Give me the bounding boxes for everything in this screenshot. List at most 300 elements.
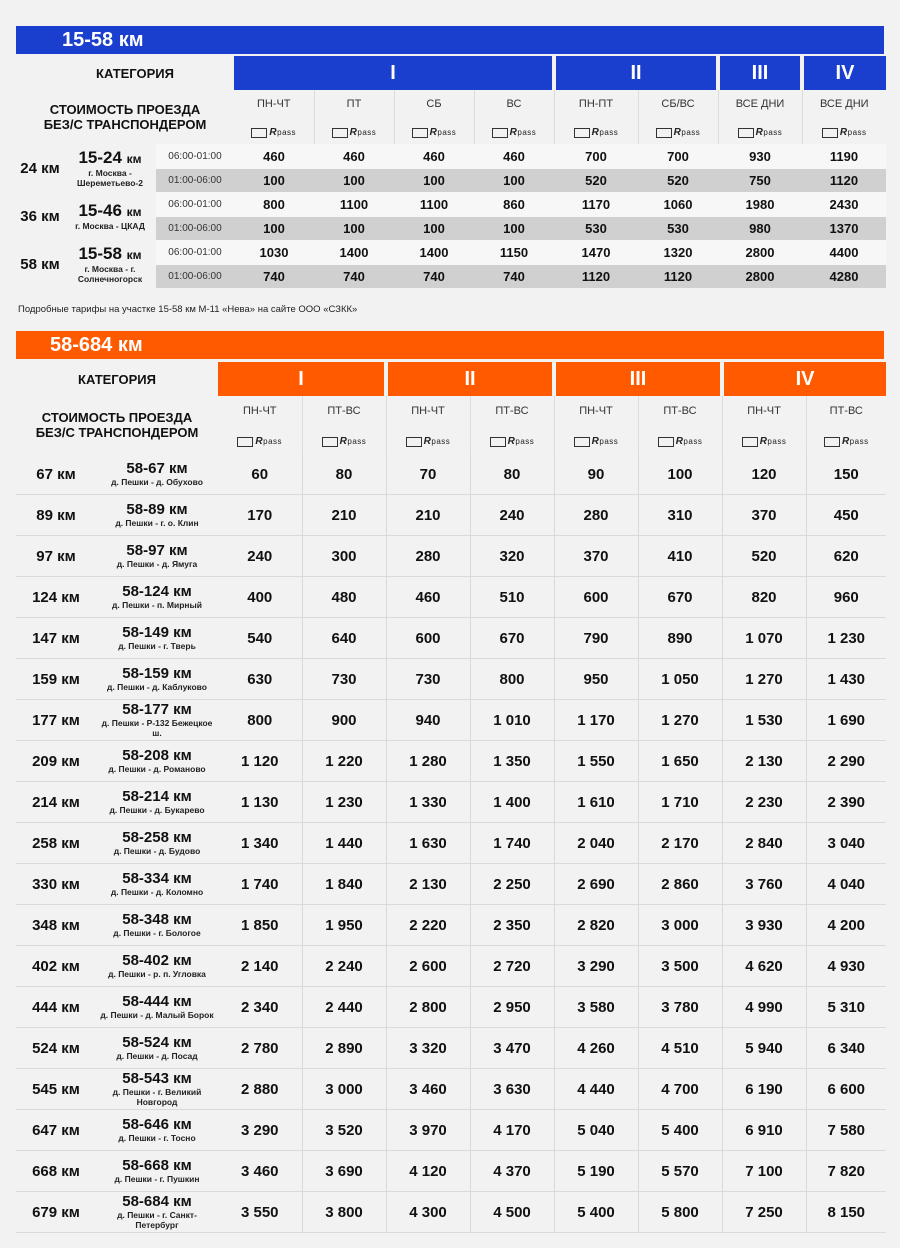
price-cell: 2 350 [470,905,554,946]
price-cell: 730 [302,659,386,700]
cost-label: СТОИМОСТЬ ПРОЕЗДА БЕЗ/С ТРАНСПОНДЕРОМ [35,410,199,440]
price-cell: 210 [386,495,470,536]
price-cell: 1 230 [302,782,386,823]
km-cell: 58 км [16,240,64,288]
price-cell: 2 250 [470,864,554,905]
price-cell: 5 400 [554,1192,638,1233]
day-header: СБ [394,90,474,118]
tariff-table-58-684 [16,362,886,1233]
km-cell: 647 км [16,1110,96,1151]
table-row [16,905,886,946]
transponder-pass-icon: Rpass [738,127,783,138]
price-cell: 3 460 [218,1151,302,1192]
km-cell: 24 км [16,144,64,192]
price-cell: 930 [749,149,771,164]
price-cell: 6 910 [722,1110,806,1151]
price-cell: 530 [667,221,689,236]
price-cell: 1 950 [302,905,386,946]
km-cell: 545 км [16,1069,96,1110]
price-cell: 620 [806,536,886,577]
price-cell: 2 230 [722,782,806,823]
category-II: II [386,362,554,396]
price-cell: 1060 [663,197,693,212]
price-cell: 980 [749,221,771,236]
price-cell: 460 [263,149,285,164]
price-cell: 1 710 [638,782,722,823]
route-cell: 58-159 км д. Пешки - д. Каблуково [96,659,218,700]
price-cell: 300 [302,536,386,577]
price-cell: 100 [343,173,365,188]
price-cell: 1 220 [302,741,386,782]
price-cell: 7 820 [806,1151,886,1192]
price-cell: 240 [218,536,302,577]
km-cell: 214 км [16,782,96,823]
table-row [16,1069,886,1110]
price-cell: 530 [585,221,607,236]
price-cell: 1 430 [806,659,886,700]
price-cell: 1150 [499,245,529,260]
time-cell: 06:00-01:00 [168,151,222,162]
price-cell: 4 620 [722,946,806,987]
price-cell: 320 [470,536,554,577]
route-cell: 15-24 км г. Москва - Шереметьево-2 [64,144,156,192]
price-cell: 2 040 [554,823,638,864]
table-row [16,618,886,659]
table-row [16,700,886,741]
time-cell: 01:00-06:00 [168,223,222,234]
route-cell: 58-543 км д. Пешки - г. Великий Новгород [96,1069,218,1110]
day-header: ПТ-ВС [302,396,386,426]
price-cell: 3 970 [386,1110,470,1151]
price-cell: 70 [386,454,470,495]
price-cell: 410 [638,536,722,577]
cost-label: СТОИМОСТЬ ПРОЕЗДА БЕЗ/С ТРАНСПОНДЕРОМ [43,102,207,132]
price-cell: 2 780 [218,1028,302,1069]
price-cell: 1 120 [218,741,302,782]
price-cell: 4280 [829,269,859,284]
price-cell: 2430 [829,197,859,212]
transponder-pass-icon: Rpass [412,127,457,138]
price-cell: 1320 [663,245,693,260]
transponder-pass-icon: Rpass [574,436,619,447]
km-cell: 67 км [16,454,96,495]
price-cell: 100 [423,221,445,236]
price-cell: 1100 [419,197,449,212]
transponder-pass-icon: Rpass [406,436,451,447]
price-cell: 890 [638,618,722,659]
price-cell: 5 800 [638,1192,722,1233]
price-cell: 820 [722,577,806,618]
km-cell: 159 км [16,659,96,700]
day-header: ПН-ЧТ [234,90,314,118]
price-cell: 460 [423,149,445,164]
table-row [16,659,886,700]
km-cell: 668 км [16,1151,96,1192]
price-cell: 240 [470,495,554,536]
price-cell: 1 130 [218,782,302,823]
km-cell: 258 км [16,823,96,864]
route-cell: 58-208 км д. Пешки - д. Романово [96,741,218,782]
price-cell: 4 930 [806,946,886,987]
route-cell: 58-334 км д. Пешки - д. Коломно [96,864,218,905]
transponder-pass-icon: Rpass [824,436,869,447]
price-cell: 1 230 [806,618,886,659]
price-cell: 7 580 [806,1110,886,1151]
price-cell: 3 930 [722,905,806,946]
price-cell: 1 170 [554,700,638,741]
price-cell: 800 [263,197,285,212]
price-cell: 2 220 [386,905,470,946]
price-cell: 1980 [745,197,775,212]
price-cell: 2 290 [806,741,886,782]
price-cell: 4 700 [638,1069,722,1110]
price-cell: 600 [386,618,470,659]
route-cell: 58-684 км д. Пешки - г. Санкт-Петербург [96,1192,218,1233]
price-cell: 400 [218,577,302,618]
price-cell: 2 880 [218,1069,302,1110]
price-cell: 280 [554,495,638,536]
price-cell: 3 500 [638,946,722,987]
price-cell: 4 040 [806,864,886,905]
table-row [16,536,886,577]
price-cell: 5 570 [638,1151,722,1192]
category-label: КАТЕГОРИЯ [96,65,174,81]
price-cell: 1 740 [218,864,302,905]
price-cell: 2 720 [470,946,554,987]
price-cell: 4 440 [554,1069,638,1110]
price-cell: 310 [638,495,722,536]
day-header: ПН-ЧТ [386,396,470,426]
price-cell: 740 [503,269,525,284]
table-row [16,495,886,536]
price-cell: 1190 [829,149,859,164]
price-cell: 1120 [663,269,693,284]
price-cell: 1 690 [806,700,886,741]
route-cell: 58-646 км д. Пешки - г. Тосно [96,1110,218,1151]
route-cell: 58-214 км д. Пешки - д. Букарево [96,782,218,823]
price-cell: 480 [302,577,386,618]
section1-banner [16,26,884,54]
price-cell: 5 940 [722,1028,806,1069]
km-cell: 177 км [16,700,96,741]
day-header: СБ/ВС [638,90,718,118]
price-cell: 800 [470,659,554,700]
price-cell: 370 [722,495,806,536]
price-cell: 520 [667,173,689,188]
price-cell: 670 [638,577,722,618]
price-cell: 1120 [829,173,859,188]
km-cell: 679 км [16,1192,96,1233]
price-cell: 2800 [745,269,775,284]
price-cell: 170 [218,495,302,536]
table-row [16,987,886,1028]
price-cell: 670 [470,618,554,659]
price-cell: 3 520 [302,1110,386,1151]
price-cell: 1 610 [554,782,638,823]
price-cell: 1 400 [470,782,554,823]
price-cell: 600 [554,577,638,618]
day-header: ВСЕ ДНИ [718,90,802,118]
price-cell: 3 780 [638,987,722,1028]
price-cell: 510 [470,577,554,618]
day-header: ПН-ЧТ [554,396,638,426]
day-header: ПН-ПТ [554,90,638,118]
price-cell: 2 690 [554,864,638,905]
price-cell: 3 320 [386,1028,470,1069]
category-II: II [554,56,718,90]
route-cell: 58-402 км д. Пешки - р. п. Угловка [96,946,218,987]
price-cell: 1 070 [722,618,806,659]
category-III: III [554,362,722,396]
price-cell: 100 [263,221,285,236]
price-cell: 4 300 [386,1192,470,1233]
price-cell: 5 190 [554,1151,638,1192]
transponder-pass-icon: Rpass [742,436,787,447]
price-cell: 750 [749,173,771,188]
tariff-table-15-58 [16,56,886,288]
price-cell: 3 290 [218,1110,302,1151]
price-cell: 1470 [581,245,611,260]
price-cell: 1170 [581,197,611,212]
category-IV: IV [722,362,886,396]
price-cell: 80 [302,454,386,495]
table-row [16,823,886,864]
price-cell: 100 [503,221,525,236]
price-cell: 120 [722,454,806,495]
price-cell: 6 340 [806,1028,886,1069]
km-cell: 444 км [16,987,96,1028]
transponder-pass-icon: Rpass [322,436,367,447]
km-cell: 348 км [16,905,96,946]
price-cell: 3 690 [302,1151,386,1192]
table-row [16,1192,886,1233]
price-cell: 1 350 [470,741,554,782]
table-row [16,741,886,782]
table-row [16,577,886,618]
price-cell: 960 [806,577,886,618]
route-cell: 58-67 км д. Пешки - д. Обухово [96,454,218,495]
price-cell: 1 840 [302,864,386,905]
price-cell: 1 740 [470,823,554,864]
price-cell: 100 [263,173,285,188]
price-cell: 90 [554,454,638,495]
section1-title: 15-58 км [62,29,144,51]
route-cell: 58-97 км д. Пешки - д. Ямуга [96,536,218,577]
tariff-note: Подробные тарифы на участке 15-58 км М-11 «Нева» на сайте ООО «СЗКК» [18,304,358,315]
price-cell: 100 [638,454,722,495]
day-header: ВСЕ ДНИ [819,98,869,110]
day-header: ПТ-ВС [829,405,863,417]
price-cell: 4 990 [722,987,806,1028]
price-cell: 740 [263,269,285,284]
price-cell: 6 600 [806,1069,886,1110]
km-cell: 524 км [16,1028,96,1069]
route-cell: 15-58 км г. Москва - г. Солнечногорск [64,240,156,288]
price-cell: 4 120 [386,1151,470,1192]
price-cell: 1 330 [386,782,470,823]
price-cell: 460 [343,149,365,164]
price-cell: 4 170 [470,1110,554,1151]
transponder-pass-icon: Rpass [492,127,537,138]
price-cell: 1 340 [218,823,302,864]
transponder-pass-icon: Rpass [251,127,296,138]
price-cell: 1030 [259,245,289,260]
table-row [16,782,886,823]
price-cell: 3 800 [302,1192,386,1233]
price-cell: 100 [423,173,445,188]
price-cell: 740 [423,269,445,284]
category-III: III [718,56,802,90]
route-cell: 58-524 км д. Пешки - д. Посад [96,1028,218,1069]
price-cell: 80 [470,454,554,495]
price-cell: 460 [386,577,470,618]
price-cell: 3 460 [386,1069,470,1110]
transponder-pass-icon: Rpass [574,127,619,138]
price-cell: 790 [554,618,638,659]
price-cell: 1 270 [722,659,806,700]
transponder-pass-icon: Rpass [490,436,535,447]
price-cell: 2 140 [218,946,302,987]
time-cell: 01:00-06:00 [168,175,222,186]
route-cell: 58-444 км д. Пешки - д. Малый Борок [96,987,218,1028]
price-cell: 7 250 [722,1192,806,1233]
price-cell: 2 840 [722,823,806,864]
table-row [16,192,886,217]
price-cell: 1 630 [386,823,470,864]
price-cell: 100 [343,221,365,236]
day-header: ВС [474,90,554,118]
km-cell: 89 км [16,495,96,536]
route-cell: 58-258 км д. Пешки - д. Будово [96,823,218,864]
price-cell: 450 [806,495,886,536]
price-cell: 1 650 [638,741,722,782]
price-cell: 3 470 [470,1028,554,1069]
price-cell: 730 [386,659,470,700]
km-cell: 147 км [16,618,96,659]
day-header: ПН-ЧТ [722,396,806,426]
table-row [16,1028,886,1069]
price-cell: 8 150 [806,1192,886,1233]
price-cell: 150 [806,454,886,495]
km-cell: 97 км [16,536,96,577]
price-cell: 2 820 [554,905,638,946]
transponder-pass-icon: Rpass [332,127,377,138]
transponder-pass-icon: Rpass [656,127,701,138]
price-cell: 5 310 [806,987,886,1028]
route-cell: 58-89 км д. Пешки - г. о. Клин [96,495,218,536]
price-cell: 4 370 [470,1151,554,1192]
price-cell: 2 390 [806,782,886,823]
price-cell: 2 890 [302,1028,386,1069]
price-cell: 5 400 [638,1110,722,1151]
price-cell: 2 130 [386,864,470,905]
price-cell: 1400 [419,245,449,260]
price-cell: 100 [503,173,525,188]
price-cell: 900 [302,700,386,741]
price-cell: 1370 [829,221,859,236]
price-cell: 700 [667,149,689,164]
table-row [16,454,886,495]
price-cell: 1 850 [218,905,302,946]
day-header: ПТ [314,90,394,118]
price-cell: 4 500 [470,1192,554,1233]
price-cell: 3 040 [806,823,886,864]
price-cell: 1100 [339,197,369,212]
price-cell: 210 [302,495,386,536]
price-cell: 630 [218,659,302,700]
price-cell: 2800 [745,245,775,260]
price-cell: 60 [218,454,302,495]
section2-banner [16,331,884,359]
table-row [16,1110,886,1151]
price-cell: 5 040 [554,1110,638,1151]
price-cell: 370 [554,536,638,577]
transponder-pass-icon: Rpass [237,436,282,447]
price-cell: 1 440 [302,823,386,864]
km-cell: 36 км [16,192,64,240]
route-cell: 58-668 км д. Пешки - г. Пушкин [96,1151,218,1192]
price-cell: 2 600 [386,946,470,987]
price-cell: 1120 [581,269,611,284]
price-cell: 3 580 [554,987,638,1028]
price-cell: 7 100 [722,1151,806,1192]
time-cell: 01:00-06:00 [168,271,222,282]
time-cell: 06:00-01:00 [168,247,222,258]
price-cell: 2 130 [722,741,806,782]
transponder-pass-icon: Rpass [658,436,703,447]
price-cell: 2 800 [386,987,470,1028]
price-cell: 280 [386,536,470,577]
table-row [16,946,886,987]
price-cell: 1 270 [638,700,722,741]
price-cell: 1 050 [638,659,722,700]
price-cell: 3 630 [470,1069,554,1110]
price-cell: 700 [585,149,607,164]
route-cell: 15-46 км г. Москва - ЦКАД [64,192,156,240]
category-label: КАТЕГОРИЯ [78,371,156,387]
price-cell: 1 280 [386,741,470,782]
route-cell: 58-124 км д. Пешки - п. Мирный [96,577,218,618]
price-cell: 3 000 [638,905,722,946]
price-cell: 520 [722,536,806,577]
km-cell: 124 км [16,577,96,618]
price-cell: 2 860 [638,864,722,905]
category-IV: IV [802,56,886,90]
price-cell: 860 [503,197,525,212]
table-row [16,240,886,265]
price-cell: 540 [218,618,302,659]
price-cell: 3 290 [554,946,638,987]
time-cell: 06:00-01:00 [168,199,222,210]
section2-title: 58-684 км [50,334,143,356]
price-cell: 950 [554,659,638,700]
route-cell: 58-177 км д. Пешки - Р-132 Бежецкое ш. [96,700,218,741]
price-cell: 1400 [339,245,369,260]
transponder-pass-icon: Rpass [822,127,867,138]
price-cell: 2 950 [470,987,554,1028]
price-cell: 520 [585,173,607,188]
price-cell: 4 510 [638,1028,722,1069]
price-cell: 2 170 [638,823,722,864]
price-cell: 800 [218,700,302,741]
price-cell: 740 [343,269,365,284]
price-cell: 2 240 [302,946,386,987]
price-cell: 3 760 [722,864,806,905]
price-cell: 1 550 [554,741,638,782]
table-row [16,864,886,905]
day-header: ПТ-ВС [470,396,554,426]
price-cell: 1 530 [722,700,806,741]
